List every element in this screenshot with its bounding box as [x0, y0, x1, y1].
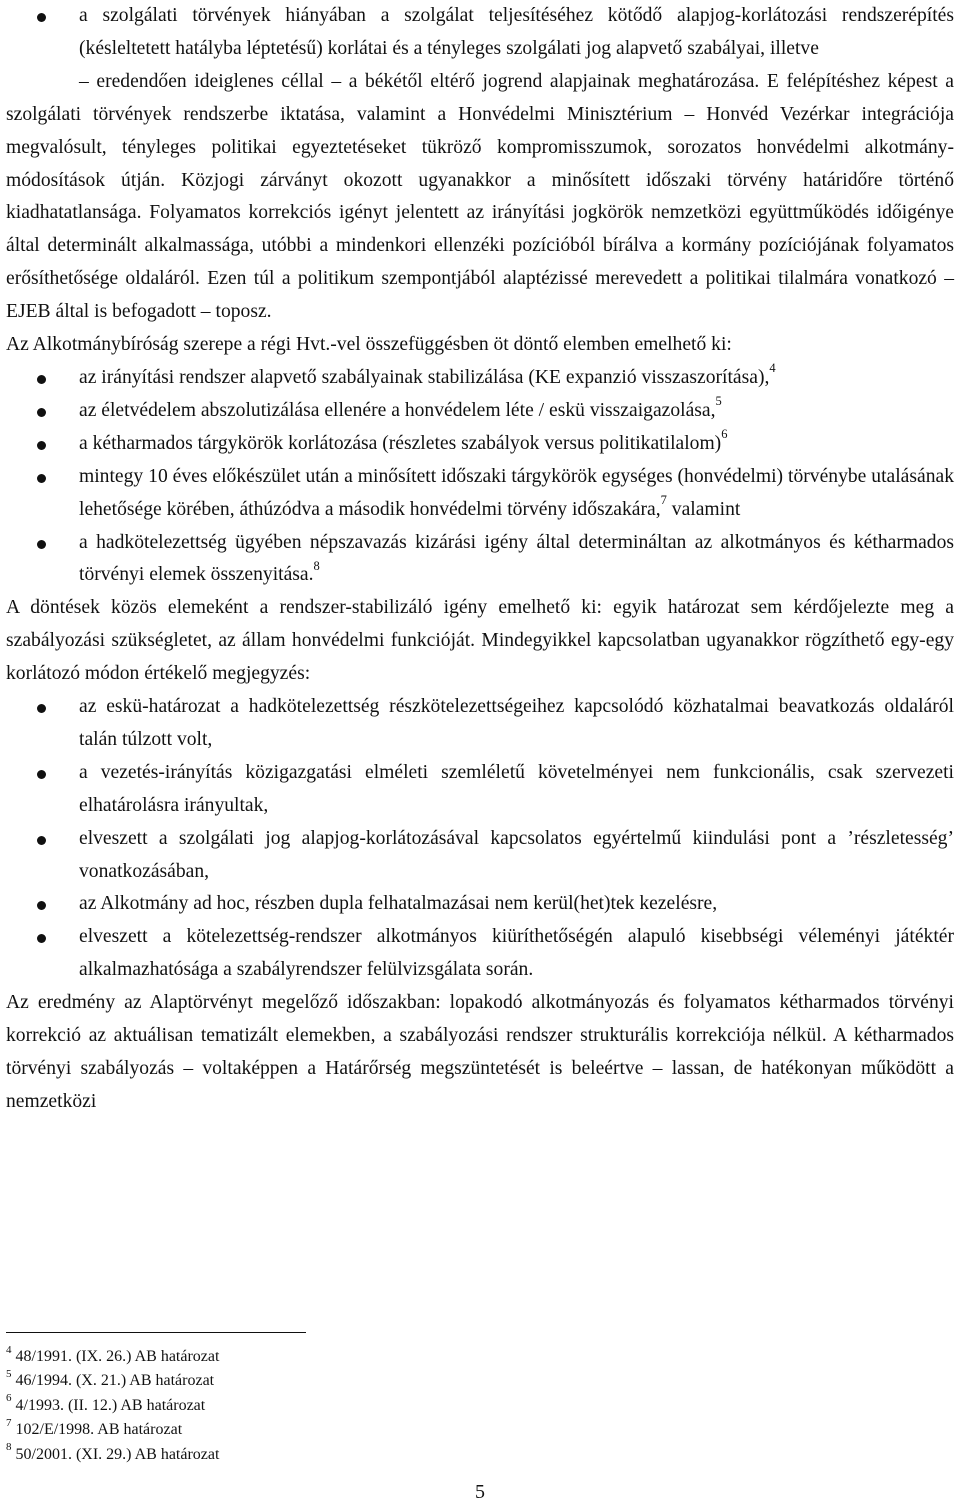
list-item — [6, 823, 954, 889]
bullet-icon — [37, 901, 46, 910]
paragraph: Az eredmény az Alaptörvényt megelőző időszakban: lopakodó alkotmányozás és folyamatos kétharmados törvényi korrekció az aktuálisan tematizált elemekben, a szabályozási rendszer strukturális korrekciója nélkül. A kétharmados törvényi szabályozás – voltaképpen a Határőrség megszüntetését is beleértve – lassan, de hatékonyan működött a nemzetközi — [6, 992, 954, 1112]
list-item — [6, 757, 954, 823]
bullet-icon — [37, 375, 46, 384]
list-item-text: elveszett a kötelezettség-rendszer alkotmányos kiüríthetőségén alapuló kisebbségi véleményi játéktér alkalmazhatósága a szabályrendszer felülvizsgálata során. — [79, 926, 954, 981]
bullet-icon — [37, 540, 46, 549]
list-item-text: – eredendően ideiglenes céllal – a békétől eltérő jogrend alapjainak meghatározása. — [79, 70, 767, 92]
paragraph: A döntések közös elemeként a rendszer-stabilizáló igény emelhető ki: egyik határozat sem kérdőjelezte meg a szabályozási szükségletet, az állam honvédelmi funkcióját. Mindegyikkel kapcsolatban ugyanakkor rögzíthető egy-egy korlátozó módon értékelő megjegyzés: — [6, 597, 954, 685]
page-number: 5 — [475, 1481, 485, 1503]
body-text — [6, 0, 954, 1119]
list-item-text: a szolgálati törvények hiányában a szolgálat teljesítéséhez kötődő alapjog-korlátozási rendszerépítés (késleltetett hatályba léptetésű) korlátai és a tényleges szolgálati jog alapvető szabályai, illetve — [79, 5, 954, 59]
footnote-number: 5 — [6, 1368, 12, 1381]
list-item-text: a kétharmados tárgykörök korlátozása (részletes szabályok versus politikatilalom) — [79, 432, 722, 454]
footnote-number: 6 — [6, 1392, 12, 1405]
paragraph-text: E felépítéshez képest a szolgálati törvények rendszerbe iktatása, valamint a Honvédelmi Minisztérium – Honvéd Vezérkar integrációja megvalósult, tényleges politikai egyeztetéseket tükröző kompromisszumok, sorozatos honvédelmi alkotmány-módosítások útján. Közjogi zárványt okozott ugyanakkor a minősített időszaki törvény határidőre történő kiadhatatlansága. Folyamatos korrekciós igényt jelentett az irányítási jogkörök nemzetközi együttműködés időigénye által determinált alkalmassága, utóbbi a mindenkori ellenzéki pozícióból bírálva a kormány pozíciójának folyamatos erősíthetősége oldaláról. Ezen túl a politikum szempontjából alaptézissé merevedett a politikai tilalmára vonatkozó – EJEB által is befogadott – toposz. — [6, 70, 954, 323]
footnote — [6, 1443, 219, 1467]
footnote — [6, 1418, 219, 1442]
footnote-separator — [6, 1332, 306, 1333]
footnote-number: 4 — [6, 1343, 12, 1356]
list-item-text: az eskü-határozat a hadkötelezettség részkötelezettségeihez kapcsolódó közhatalmai beavatkozás oldaláról talán túlzott volt, — [79, 696, 954, 750]
footnote-ref[interactable]: 4 — [769, 361, 776, 376]
list-item — [6, 0, 954, 66]
list-item-text: a vezetés-irányítás közigazgatási elméleti szemléletű követelményei nem funkcionális, csak szervezeti elhatárolásra irányultak, — [79, 761, 954, 816]
bullet-icon — [37, 934, 46, 943]
paragraph — [6, 66, 954, 329]
list-item-text: a hadkötelezettség ügyében népszavazás kizárási igény által determináltan az alkotmányos és kétharmados törvényi elemek összenyitása. — [79, 531, 954, 586]
bullet-icon — [37, 770, 46, 779]
footnote-ref[interactable]: 5 — [715, 394, 722, 409]
list-item — [6, 461, 954, 527]
list-item-text: az Alkotmány ad hoc, részben dupla felhatalmazásai nem kerül(het)tek kezelésre, — [79, 893, 718, 915]
list-item-text: mintegy 10 éves előkészület után a minősített időszaki tárgykörök egységes (honvédelmi) törvénybe utalásának lehetősége körében, áthúzódva a második honvédelmi törvény időszakára, — [79, 465, 954, 520]
footnote — [6, 1369, 219, 1393]
footnote-text: 48/1991. (IX. 26.) AB határozat — [15, 1348, 220, 1365]
list-item-text: az irányítási rendszer alapvető szabályainak stabilizálása (KE expanzió visszaszorítása), — [79, 366, 770, 388]
list-item-text: elveszett a szolgálati jog alapjog-korlátozásával kapcsolatos egyértelmű kiindulási pont a ’részletesség’ vonatkozásában, — [79, 827, 954, 882]
list-item — [6, 527, 954, 593]
bullet-icon — [37, 474, 46, 483]
intro-bullet-list — [6, 0, 954, 66]
footnote-text: 46/1994. (X. 21.) AB határozat — [15, 1372, 215, 1390]
footnote-number: 7 — [6, 1416, 12, 1429]
bullet-icon — [37, 441, 46, 450]
footnote-number: 8 — [6, 1441, 12, 1454]
footnote-ref[interactable]: 6 — [721, 427, 728, 442]
footnote-text: 50/2001. (XI. 29.) AB határozat — [15, 1445, 220, 1463]
court-decisions-list — [6, 362, 954, 592]
remarks-list — [6, 691, 954, 987]
footnote-ref[interactable]: 8 — [313, 558, 320, 573]
footnote-text: 102/E/1998. AB határozat — [15, 1421, 183, 1439]
list-item — [6, 888, 954, 921]
footnotes — [6, 1345, 219, 1467]
footnote — [6, 1345, 219, 1369]
list-item — [6, 691, 954, 757]
footnote — [6, 1394, 219, 1418]
list-item — [6, 428, 954, 461]
list-item — [6, 362, 954, 395]
bullet-icon — [37, 836, 46, 845]
list-item-text: az életvédelem abszolutizálása ellenére a honvédelem léte / eskü visszaigazolása, — [79, 399, 716, 421]
paragraph: Az Alkotmánybíróság szerepe a régi Hvt.-vel összefüggésben öt döntő elemben emelhető ki: — [6, 334, 732, 356]
list-item-text-tail: valamint — [666, 498, 741, 520]
footnote-ref[interactable]: 7 — [660, 493, 667, 508]
list-item — [6, 395, 954, 428]
bullet-icon — [37, 13, 46, 22]
list-item — [6, 921, 954, 987]
bullet-icon — [37, 408, 46, 417]
footnote-text: 4/1993. (II. 12.) AB határozat — [15, 1396, 206, 1414]
bullet-icon — [37, 704, 46, 713]
